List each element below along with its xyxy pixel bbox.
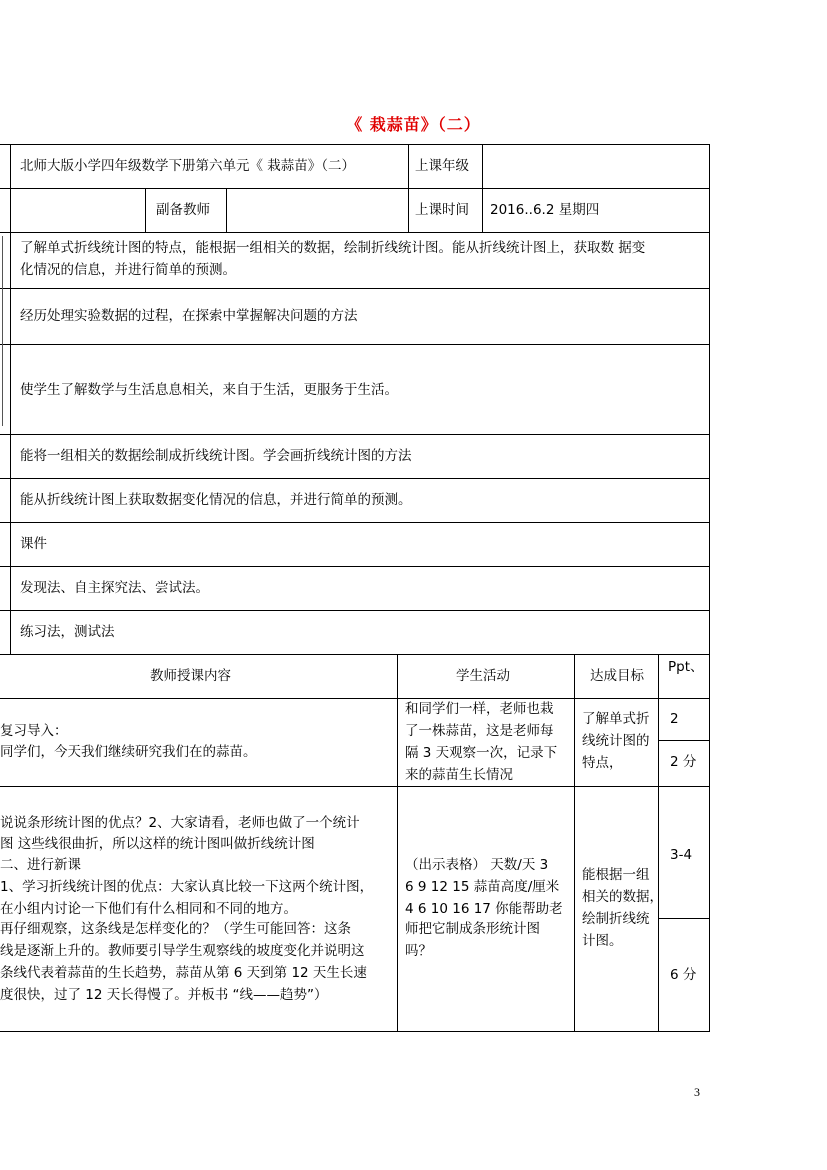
header-student-activity: 学生活动 xyxy=(456,668,510,684)
row2-content-line: 图 这些线很曲折，所以这样的统计图叫做折线统计图 xyxy=(0,836,315,852)
difficult-point: 能从折线统计图上获取数据变化情况的信息，并进行简单的预测。 xyxy=(20,492,412,508)
row1-goal-line: 特点， xyxy=(582,755,623,771)
row2-activity-line: 吗？ xyxy=(405,943,432,959)
row2-content-line: 度很快，过了 12 天长得慢了。并板书 “线——趋势”） xyxy=(0,987,328,1003)
row2-content-line: 再仔细观察，这条线是怎样变化的？（学生可能回答：这条 xyxy=(0,921,351,937)
row1-goal-line: 了解单式折 xyxy=(582,711,650,727)
teaching-methods: 发现法、自主探究法、尝试法。 xyxy=(20,580,209,596)
row2-ppt: 3-4 xyxy=(670,847,693,863)
grade-label: 上课年级 xyxy=(415,158,469,174)
row2-goal-line: 相关的数据， xyxy=(582,889,663,905)
date-value: 2016..6.2 星期四 xyxy=(490,202,600,218)
key-point: 能将一组相关的数据绘制成折线统计图。学会画折线统计图的方法 xyxy=(20,448,412,464)
row2-content-line: 在小组内讨论一下他们有什么相同和不同的地方。 xyxy=(0,901,297,917)
row1-activity-line: 和同学们一样，老师也栽 xyxy=(405,701,554,717)
row1-activity-line: 来的蒜苗生长情况 xyxy=(405,767,513,783)
row2-goal-line: 绘制折线统 xyxy=(582,911,650,927)
row2-activity-line: 师把它制成条形统计图 xyxy=(405,921,540,937)
row2-goal-line: 计图。 xyxy=(582,933,623,949)
learning-methods: 练习法，测试法 xyxy=(20,624,115,640)
row1-content-line: 复习导入： xyxy=(0,723,68,739)
page-number: 3 xyxy=(694,1085,700,1099)
row2-content-line: 1、学习折线统计图的优点：大家认真比较一下这两个统计图， xyxy=(0,879,374,895)
row2-content-line: 说说条形统计图的优点？2、大家请看，老师也做了一个统计 xyxy=(0,815,360,831)
assistant-label: 副备教师 xyxy=(156,202,210,218)
knowledge-goal-line-2: 化情况的信息，并进行简单的预测。 xyxy=(20,262,236,278)
row1-activity-line: 隔 3 天观察一次，记录下 xyxy=(405,745,558,761)
document-title: 《 栽蒜苗》（二） xyxy=(346,115,481,134)
row2-goal-line: 能根据一组 xyxy=(582,867,650,883)
row1-activity-line: 了一株蒜苗，这是老师每 xyxy=(405,723,554,739)
teaching-aids: 课件 xyxy=(20,536,47,552)
row1-content-line: 同学们，今天我们继续研究我们在的蒜苗。 xyxy=(0,744,257,760)
row1-ppt: 2 xyxy=(670,711,679,727)
row2-activity-line: 4 6 10 16 17 你能帮助老 xyxy=(405,901,563,917)
date-label: 上课时间 xyxy=(415,202,469,218)
course-title: 北师大版小学四年级数学下册第六单元《 栽蒜苗》（二） xyxy=(20,158,356,174)
emotion-goal: 使学生了解数学与生活息息相关，来自于生活，更服务于生活。 xyxy=(20,382,398,398)
row2-content-line: 线是逐渐上升的。教师要引导学生观察线的坡度变化并说明这 xyxy=(0,943,365,959)
header-teacher-content: 教师授课内容 xyxy=(150,668,231,684)
row2-time: 6 分 xyxy=(670,967,697,983)
row1-time: 2 分 xyxy=(670,754,697,770)
header-ppt: Ppt、 xyxy=(668,659,704,675)
header-goal: 达成目标 xyxy=(590,668,644,684)
row2-content-line: 二、进行新课 xyxy=(0,857,81,873)
knowledge-goal-line-1: 了解单式折线统计图的特点，能根据一组相关的数据，绘制折线统计图。能从折线统计图上，获取数 据变 xyxy=(20,240,646,256)
row2-activity-line: （出示表格） 天数/天 3 xyxy=(405,857,549,873)
row2-activity-line: 6 9 12 15 蒜苗高度/厘米 xyxy=(405,879,560,895)
row1-goal-line: 线统计图的 xyxy=(582,733,650,749)
process-goal: 经历处理实验数据的过程，在探索中掌握解决问题的方法 xyxy=(20,308,358,324)
row2-content-line: 条线代表着蒜苗的生长趋势，蒜苗从第 6 天到第 12 天生长速 xyxy=(0,965,367,981)
